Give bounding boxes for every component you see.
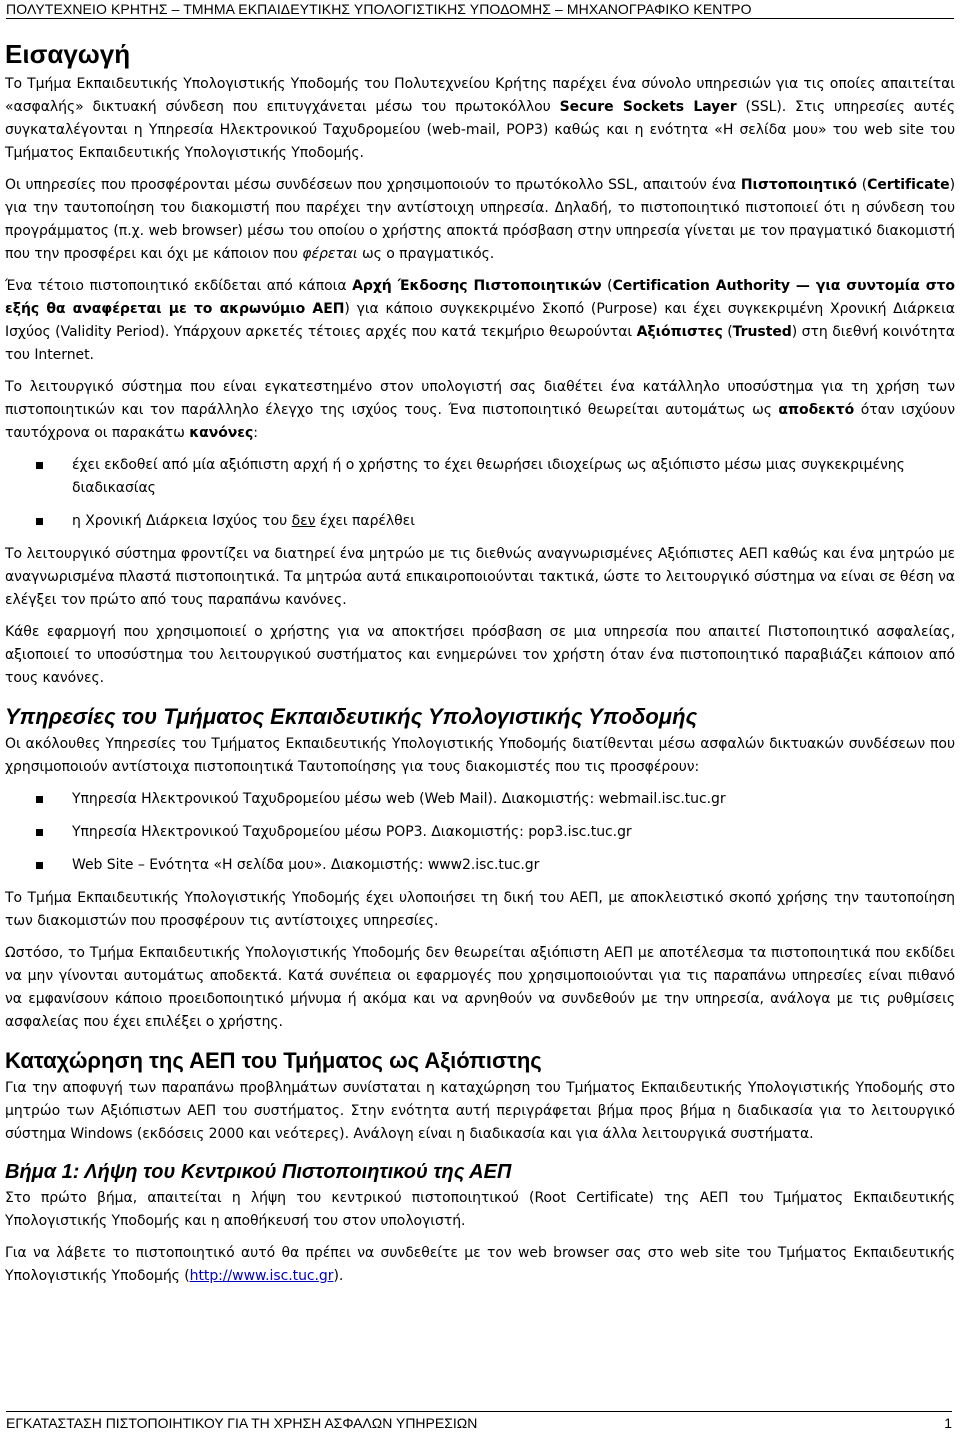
intro-paragraph-5: Το λειτουργικό σύστημα φροντίζει να διατηρεί ένα μητρώο με τις διεθνώς αναγνωρισμένες Αξιόπιστες ΑΕΠ καθώς και ένα μητρώο με αναγνωρισμένα πλαστά πιστοποιητικά. Τα μητρώα αυτά επικαιροποιούνται τακτικά, ώστε το λειτουργικό σύστημα να είναι σε θέση να ελέγξει τον πρώτο από τους παραπάνω κανόνες. xyxy=(5,546,955,608)
rule-item: η Χρονική Διάρκεια Ισχύος του δεν έχει παρέλθει xyxy=(5,510,955,533)
service-item: Web Site – Ενότητα «Η σελίδα μου». Διακομιστής: www2.isc.tuc.gr xyxy=(5,854,955,877)
bullet-square-icon xyxy=(36,796,43,803)
section-title-register: Καταχώρηση της ΑΕΠ του Τμήματος ως Αξιόπιστης xyxy=(5,1048,542,1073)
page-number: 1 xyxy=(944,1415,952,1431)
step1-paragraph-2: Για να λάβετε το πιστοποιητικό αυτό θα πρέπει να συνδεθείτε με τον web browser σας στο web site του Τμήματος Εκπαιδευτικής Υπολογιστικής Υποδομής (http://www.isc.tuc.gr). xyxy=(5,1245,955,1284)
services-paragraph-3: Ωστόσο, το Τμήμα Εκπαιδευτικής Υπολογιστικής Υποδομής δεν θεωρείται αξιόπιστη ΑΕΠ με αποτέλεσμα τα πιστοποιητικά που εκδίδει να μην γίνονται αυτομάτως αποδεκτά. Κατά συνέπεια οι εφαρμογές που χρησιμοποιούνται για τις παραπάνω υπηρεσίες είναι πιθανό να εμφανίσουν κάποιο προειδοποιητικό μήνυμα ή ακόμα και να αρνηθούν να συνδεθούν με την υπηρεσία, ανάλογα με τις ρυθμίσεις ασφαλείας που έχει επιλέξει ο χρήστης. xyxy=(5,945,955,1030)
step1-paragraph-1: Στο πρώτο βήμα, απαιτείται η λήψη του κεντρικού πιστοποιητικού (Root Certificate) της ΑΕΠ του Τμήματος Εκπαιδευτικής Υπολογιστικής Υποδομής και η αποθήκευσή του στον υπολογιστή. xyxy=(5,1190,955,1229)
bullet-square-icon xyxy=(36,518,43,525)
services-paragraph-2: Το Τμήμα Εκπαιδευτικής Υπολογιστικής Υποδομής έχει υλοποιήσει τη δική του ΑΕΠ, με αποκλειστικό σκοπό χρήσης την ταυτοποίηση των διακομιστών που προσφέρουν τις αντίστοιχες υπηρεσίες. xyxy=(5,890,955,929)
bullet-square-icon xyxy=(36,462,43,469)
intro-paragraph-6: Κάθε εφαρμογή που χρησιμοποιεί ο χρήστης για να αποκτήσει πρόσβαση σε μια υπηρεσία που απαιτεί Πιστοποιητικό ασφαλείας, αξιοποιεί το υποσύστημα του λειτουργικού συστήματος και ενημερώνει τον χρήστη όταν ένα πιστοποιητικό παραβιάζει κάποιον από τους κανόνες. xyxy=(5,624,955,686)
service-item: Υπηρεσία Ηλεκτρονικού Ταχυδρομείου μέσω web (Web Mail). Διακομιστής: webmail.isc.tuc.gr xyxy=(5,788,955,811)
document-body xyxy=(5,34,955,1297)
page-header: ΠΟΛΥΤΕΧΝΕΙΟ ΚΡΗΤΗΣ – ΤΜΗΜΑ ΕΚΠΑΙΔΕΥΤΙΚΗΣ ΥΠΟΛΟΓΙΣΤΙΚΗΣ ΥΠΟΔΟΜΗΣ – ΜΗΧΑΝΟΓΡΑΦΙΚΟ ΚΕΝΤΡΟ xyxy=(6,0,954,19)
rule-item: έχει εκδοθεί από μία αξιόπιστη αρχή ή ο χρήστης το έχει θεωρήσει ιδιοχείρως ως αξιόπιστο μέσω μιας συγκεκριμένης διαδικασίας xyxy=(5,454,955,500)
intro-paragraph-4: Το λειτουργικό σύστημα που είναι εγκατεστημένο στον υπολογιστή σας διαθέτει ένα κατάλληλο υποσύστημα για τη χρήση των πιστοποιητικών και τον παράλληλο έλεγχο της ισχύος τους. Ένα πιστοποιητικό θεωρείται αυτομάτως ως αποδεκτό όταν ισχύουν ταυτόχρονα οι παρακάτω κανόνες: xyxy=(5,379,955,441)
register-paragraph-1: Για την αποφυγή των παραπάνω προβλημάτων συνίσταται η καταχώρηση του Τμήματος Εκπαιδευτικής Υπολογιστικής Υποδομής στο μητρώο των Αξιόπιστων ΑΕΠ του συστήματος. Στην ενότητα αυτή περιγράφεται βήμα προς βήμα η διαδικασία για το λειτουργικό σύστημα Windows (εκδόσεις 2000 και νεότερες). Ανάλογη είναι η διαδικασία και για άλλα λειτουργικά συστήματα. xyxy=(5,1080,955,1142)
intro-paragraph-2: Οι υπηρεσίες που προσφέρονται μέσω συνδέσεων που χρησιμοποιούν το πρωτόκολλο SSL, απαιτούν ένα Πιστοποιητικό (Certificate) για την ταυτοποίηση του διακομιστή που παρέχει την αντίστοιχη υπηρεσία. Δηλαδή, το πιστοποιητικό πιστοποιεί ότι η σύνδεση του προγράμματος (π.χ. web browser) μέσω του οποίου ο χρήστης αποκτά πρόσβαση στην υπηρεσία γίνεται με τον πραγματικό διακομιστή που την προσφέρει και όχι με κάποιον που φέρεται ως ο πραγματικός. xyxy=(5,177,956,262)
intro-paragraph-1: Το Τμήμα Εκπαιδευτικής Υπολογιστικής Υποδομής του Πολυτεχνείου Κρήτης παρέχει ένα σύνολο υπηρεσιών για τις οποίες απαιτείται «ασφαλής» δικτυακή σύνδεση που επιτυγχάνεται μέσω του πρωτοκόλλου Secure Sockets Layer (SSL). Στις υπηρεσίες αυτές συγκαταλέγονται η Υπηρεσία Ηλεκτρονικού Ταχυδρομείου (web-mail, POP3) καθώς και η ενότητα «Η σελίδα μου» του web site του Τμήματος Εκπαιδευτικής Υπολογιστικής Υποδομής. xyxy=(5,76,955,161)
intro-paragraph-3: Ένα τέτοιο πιστοποιητικό εκδίδεται από κάποια Αρχή Έκδοσης Πιστοποιητικών (Certification Authority — για συντομία στο εξής θα αναφέρεται με το ακρωνύμιο ΑΕΠ) για κάποιο συγκεκριμένο Σκοπό (Purpose) και έχει συγκεκριμένη Χρονική Διάρκεια Ισχύος (Validity Period). Υπάρχουν αρκετές τέτοιες αρχές που κατά τεκμήριο θεωρούνται Αξιόπιστες (Trusted) στη διεθνή κοινότητα του Internet. xyxy=(5,278,955,363)
section-title-intro: Εισαγωγή xyxy=(5,39,131,69)
page-footer xyxy=(6,1411,952,1432)
section-title-step1: Βήμα 1: Λήψη του Κεντρικού Πιστοποιητικού της ΑΕΠ xyxy=(5,1161,512,1183)
bullet-square-icon xyxy=(36,829,43,836)
rules-list xyxy=(5,454,955,533)
footer-title: ΕΓΚΑΤΑΣΤΑΣΗ ΠΙΣΤΟΠΟΙΗΤΙΚΟΥ ΓΙΑ ΤΗ ΧΡΗΣΗ ΑΣΦΑΛΩΝ ΥΠΗΡΕΣΙΩΝ xyxy=(6,1415,478,1431)
bullet-square-icon xyxy=(36,862,43,869)
isc-website-link[interactable]: http://www.isc.tuc.gr xyxy=(189,1268,334,1284)
services-paragraph-1: Οι ακόλουθες Υπηρεσίες του Τμήματος Εκπαιδευτικής Υπολογιστικής Υποδομής διατίθενται μέσω ασφαλών δικτυακών συνδέσεων που χρησιμοποιούν αντίστοιχα πιστοποιητικά Ταυτοποίησης για τους διακομιστές που τις προσφέρουν: xyxy=(5,736,955,775)
service-item: Υπηρεσία Ηλεκτρονικού Ταχυδρομείου μέσω POP3. Διακομιστής: pop3.isc.tuc.gr xyxy=(5,821,955,844)
section-title-services: Υπηρεσίες του Τμήματος Εκπαιδευτικής Υπολογιστικής Υποδομής xyxy=(5,704,698,729)
services-list xyxy=(5,788,955,877)
